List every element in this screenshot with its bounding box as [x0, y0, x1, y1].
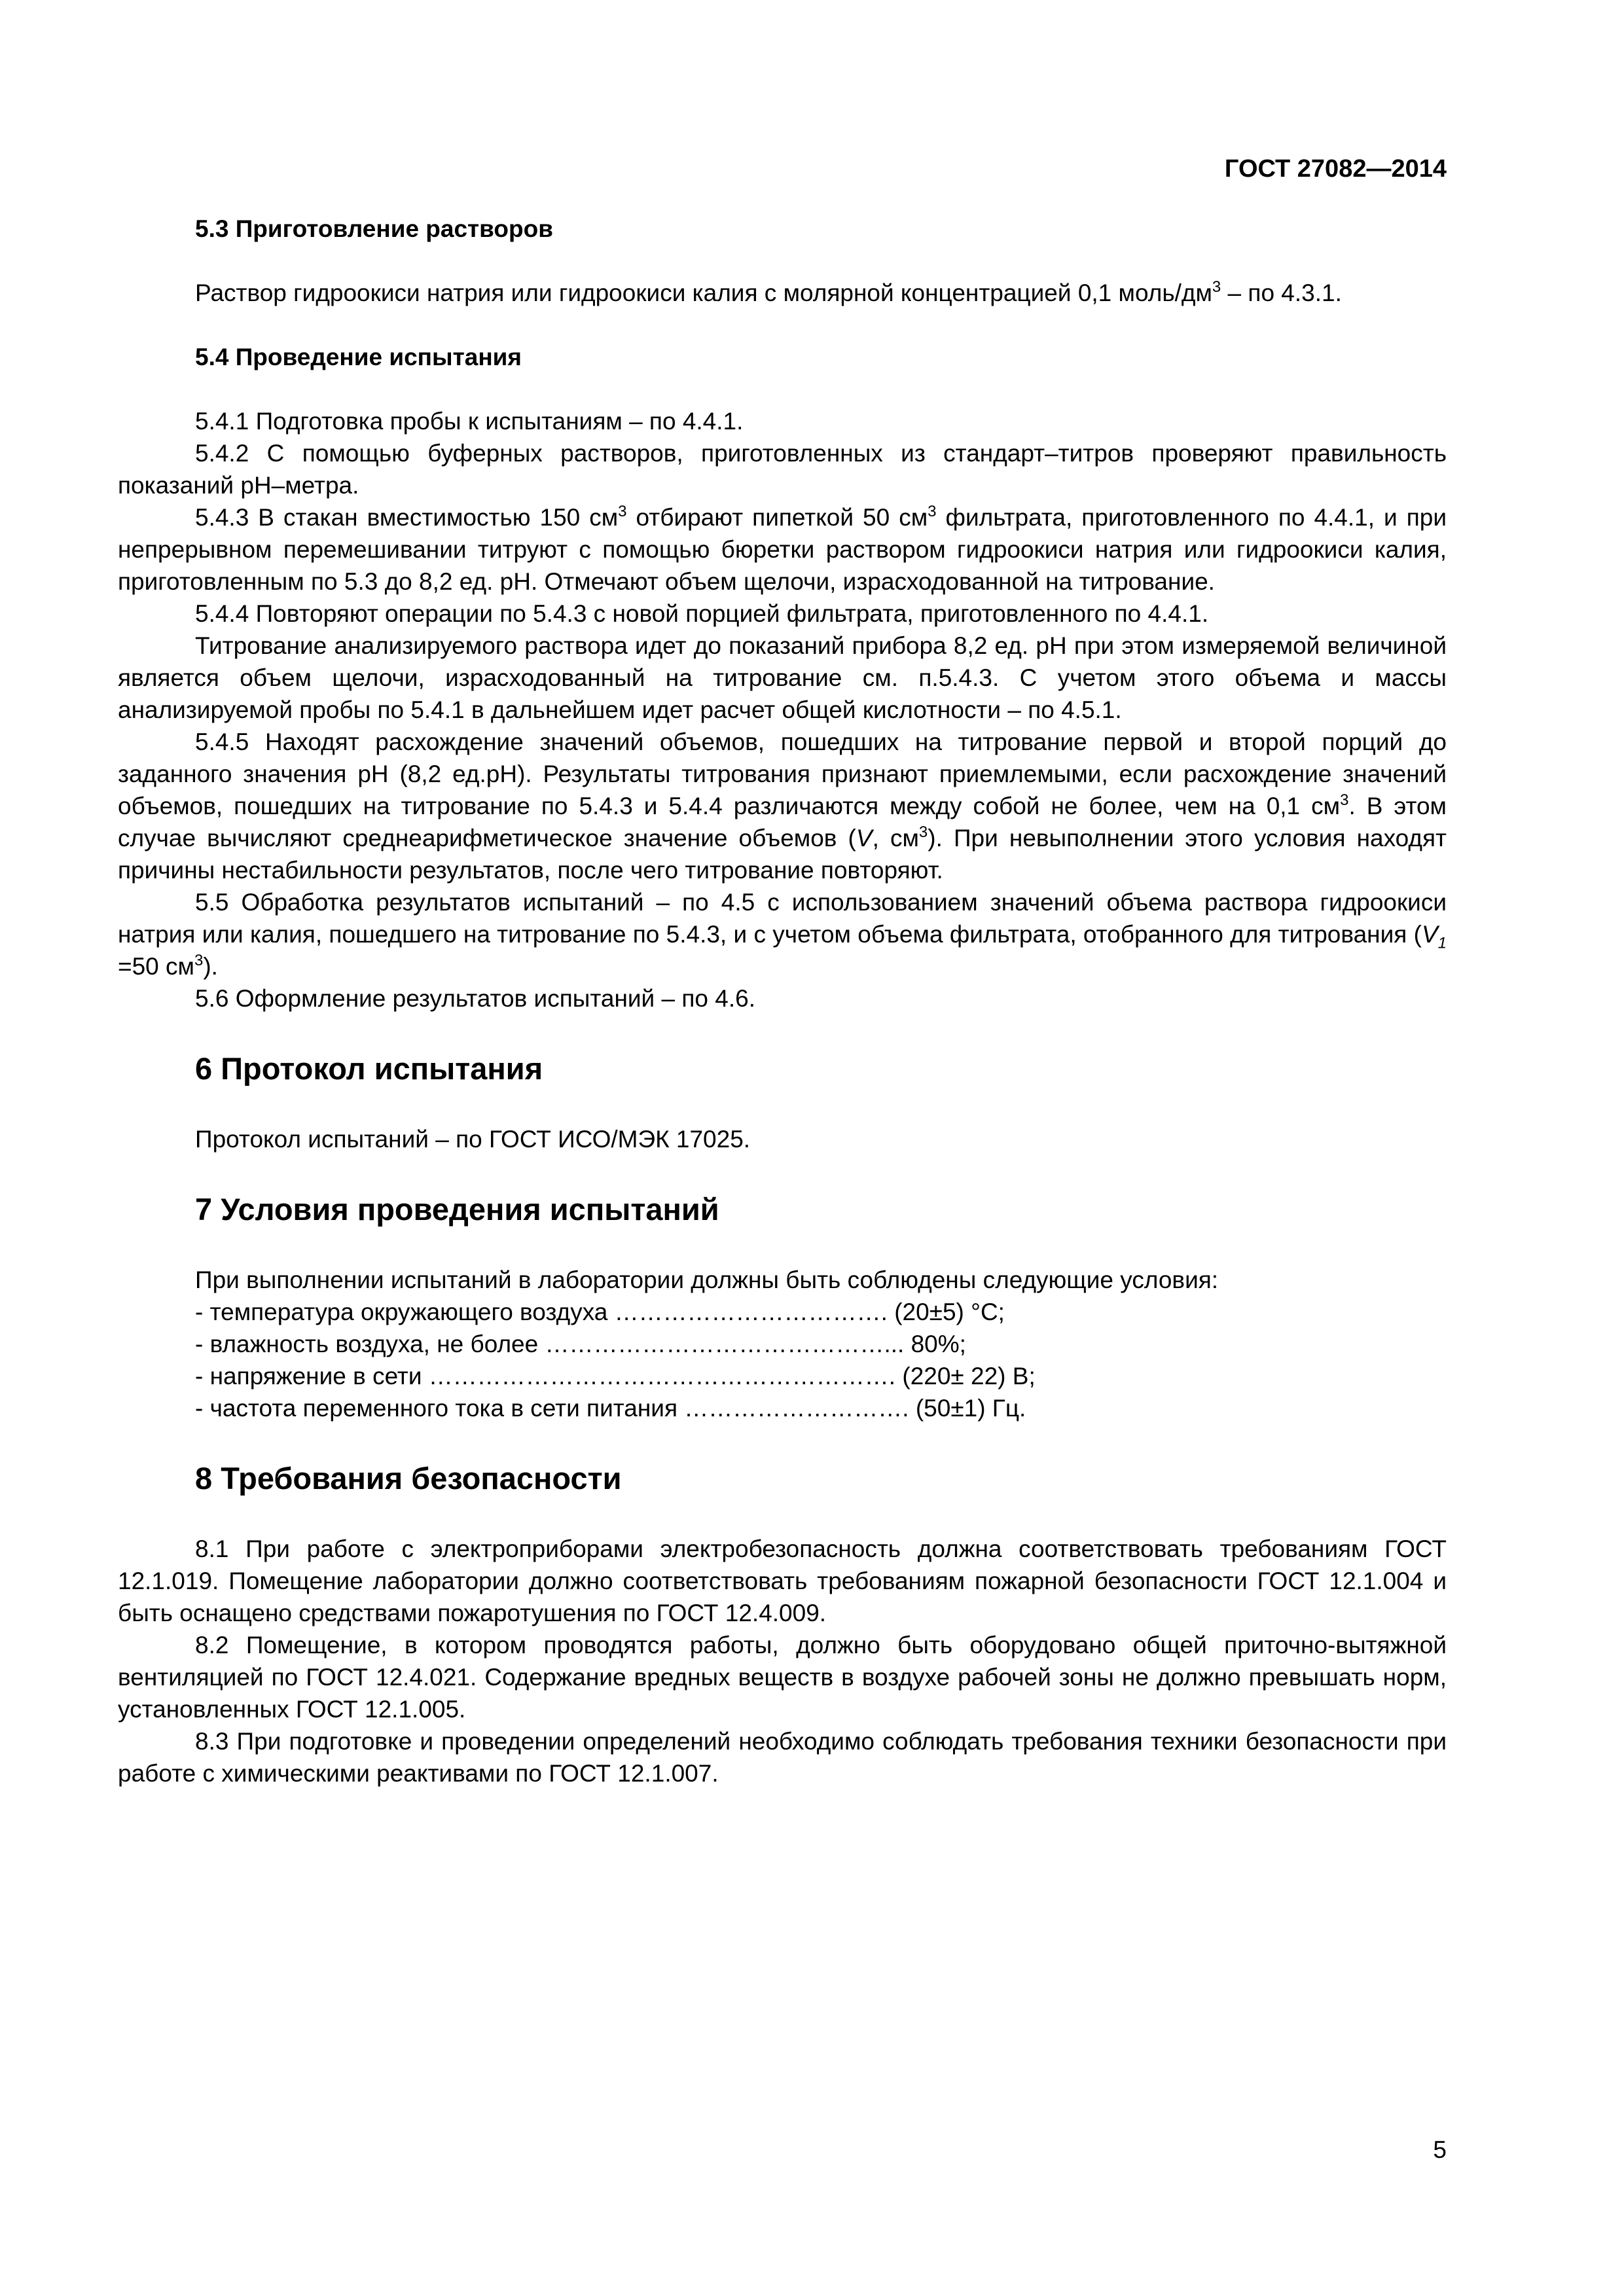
superscript: 3	[1212, 278, 1221, 296]
text-run: – по 4.3.1.	[1221, 279, 1342, 306]
paragraph-8-3: 8.3 При подготовке и проведении определений необходимо соблюдать требования техники безопасности при работе с химическими реактивами по ГОСТ 12.1.007.	[118, 1728, 1447, 1787]
section-heading-8: 8 Требования безопасности	[195, 1461, 622, 1496]
paragraph-5-4-4: 5.4.4 Повторяют операции по 5.4.3 с новой порцией фильтрата, приготовленного по 4.4.1.	[195, 600, 1209, 627]
paragraph-6: Протокол испытаний – по ГОСТ ИСО/МЭК 17025.	[195, 1126, 751, 1153]
text-run: ). При невыполнении этого условия находят причины нестабильности результатов, после чего титрование повторяют.	[118, 825, 1447, 884]
text-run: , см	[872, 825, 919, 852]
page-number: 5	[1433, 2136, 1447, 2163]
superscript: 3	[928, 503, 937, 520]
text-run: 5.5 Обработка результатов испытаний – по 4.5 с использованием значений объема раствора гидроокиси натрия или калия, пошедшего на титрование по 5.4.3, и с учетом объема фильтрата, отобранного для титрования (	[118, 889, 1447, 948]
section-heading-5-3: 5.3 Приготовление растворов	[195, 215, 553, 242]
list-item: - температура окружающего воздуха ……………………………. (20±5) °С;	[195, 1299, 1005, 1325]
text-run: ).	[203, 953, 218, 980]
text-run: 5.4.3 В стакан вместимостью 150 см	[195, 504, 619, 531]
superscript: 3	[1340, 791, 1349, 809]
variable-letter: V	[1421, 921, 1438, 948]
section-heading-7: 7 Условия проведения испытаний	[195, 1192, 719, 1227]
text-run: 5.4.5 Находят расхождение значений объемов, пошедших на титрование первой и второй порций до заданного значения pH (8,2 ед.pH). Результаты титрования признают приемлемыми, если расхождение значений объемов, пошедших на титрование по 5.4.3 и 5.4.4 различаются между собой не более, чем на 0,1 см	[118, 728, 1447, 819]
paragraph-titration: Титрование анализируемого раствора идет до показаний прибора 8,2 ед. pH при этом измеряемой величиной является объем щелочи, израсходованный на титрование см. п.5.4.3. С учетом этого объема и массы анализируемой пробы по 5.4.1 в дальнейшем идет расчет общей кислотности – по 4.5.1.	[118, 632, 1447, 723]
text-run: фильтрата, приготовленного по 4.4.1, и при непрерывном перемешивании титруют с помощью бюретки раствором гидроокиси натрия или гидроокиси калия, приготовленным по 5.3 до 8,2 ед. pH. Отмечают объем щелочи, израсходованной на титрование.	[118, 504, 1447, 595]
superscript: 3	[618, 503, 627, 520]
page-body	[118, 213, 1447, 1789]
list-item: - напряжение в сети …………………………………………………. (220± 22) В;	[195, 1363, 1036, 1390]
list-item: - частота переменного тока в сети питания ………………………. (50±1) Гц.	[195, 1395, 1026, 1422]
paragraph-5-4-5	[118, 726, 1447, 886]
paragraph-5-4-3	[118, 501, 1447, 598]
text-run: . В этом случае вычисляют среднеарифметическое значение объемов (	[118, 793, 1447, 852]
variable-v: V	[856, 825, 873, 852]
list-item: - влажность воздуха, не более ……………………………………... 80%;	[195, 1331, 966, 1357]
superscript: 3	[194, 952, 204, 969]
document-code: ГОСТ 27082—2014	[1224, 155, 1447, 183]
paragraph-5-4-2: 5.4.2 С помощью буферных растворов, приготовленных из стандарт–титров проверяют правильность показаний pH–метра.	[118, 440, 1447, 499]
paragraph-5-3	[118, 277, 1447, 309]
text-run: =50 см	[118, 953, 194, 980]
section-heading-6: 6 Протокол испытания	[195, 1051, 543, 1086]
paragraph-5-5	[118, 886, 1447, 982]
text-run: Раствор гидроокиси натрия или гидроокиси калия с молярной концентрацией 0,1 моль/дм	[195, 279, 1212, 306]
superscript: 3	[918, 823, 928, 841]
section-heading-5-4: 5.4 Проведение испытания	[195, 344, 522, 370]
paragraph-7-intro: При выполнении испытаний в лаборатории должны быть соблюдены следующие условия:	[195, 1266, 1219, 1293]
paragraph-8-1: 8.1 При работе с электроприборами электробезопасность должна соответствовать требованиям ГОСТ 12.1.019. Помещение лаборатории должно соответствовать требованиям пожарной безопасности ГОСТ 12.1.004 и быть оснащено средствами пожаротушения по ГОСТ 12.4.009.	[118, 1535, 1447, 1626]
paragraph-8-2: 8.2 Помещение, в котором проводятся работы, должно быть оборудовано общей приточно-вытяжной вентиляцией по ГОСТ 12.4.021. Содержание вредных веществ в воздухе рабочей зоны не должно превышать норм, установленных ГОСТ 12.1.005.	[118, 1632, 1447, 1723]
variable-v1	[1421, 921, 1447, 952]
conditions-list	[195, 1296, 1447, 1424]
paragraph-5-4-1: 5.4.1 Подготовка пробы к испытаниям – по 4.4.1.	[195, 408, 744, 435]
text-run: отбирают пипеткой 50 см	[626, 504, 928, 531]
paragraph-5-6: 5.6 Оформление результатов испытаний – по 4.6.	[195, 985, 755, 1012]
subscript: 1	[1437, 934, 1447, 952]
